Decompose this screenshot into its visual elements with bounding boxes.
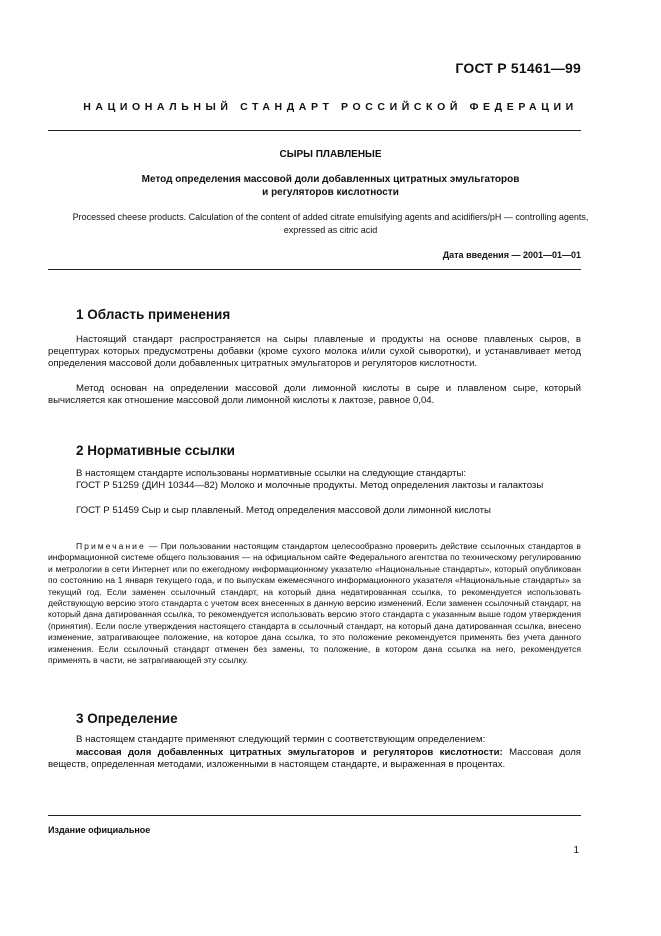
- section-2-paragraph-1: В настоящем стандарте использованы нормативные ссылки на следующие стандарты:: [76, 468, 467, 479]
- section-2-reference-1: ГОСТ Р 51259 (ДИН 10344—82) Молоко и молочные продукты. Метод определения лактозы и галактозы: [76, 480, 544, 491]
- section-1-heading: 1 Область применения: [76, 307, 231, 322]
- section-2-reference-2: ГОСТ Р 51459 Сыр и сыр плавленый. Метод определения массовой доли лимонной кислоты: [76, 505, 491, 516]
- note-text: — При пользовании настоящим стандартом целесообразно проверить действие ссылочных стандартов в информационной системе общего пользования — на официальном сайте Федерального агентства по техническому регулированию и метрологии в сети Интернет или по ежегодному информационному указателю «Национальные стандарты», который опубликован по состоянию на 1 января текущего года, и по выпускам ежемесячного информационного указателя «Национальные стандарты» за текущий год. Если заменен ссылочный стандарт, на который дана недатированная ссылка, то рекомендуется использовать действующую версию этого стандарта с учетом всех внесенных в данную версию изменений. Если заменен ссылочный стандарт, на который дана датированная ссылка, то рекомендуется использовать версию этого стандарта с указанным выше годом утверждения (принятия). Если после утверждения настоящего стандарта в ссылочный стандарт, на который дана датированная ссылка, внесено изменение, затрагивающее положение, на которое дана ссылка, то это положение рекомендуется применять без учета данного изменения. Если ссылочный стандарт отменен без замены, то положение, в котором дана ссылка на него, рекомендуется применять в части, не затрагивающей эту ссылку.: [48, 541, 581, 666]
- section-1-paragraph-1: Настоящий стандарт распространяется на сыры плавленые и продукты на основе плавленых сыров, в рецептурах которых предусмотрены добавки (кроме сухого молока и/или сухой сыворотки), и устанавливает метод определения массовой доли добавленных цитратных эмульгаторов и регуляторов кислотности.: [48, 334, 581, 370]
- section-2-note: [48, 541, 581, 666]
- introduction-date: Дата введения — 2001—01—01: [442, 250, 581, 260]
- page-number: 1: [573, 845, 579, 856]
- standard-title: СЫРЫ ПЛАВЛЕНЫЕ: [279, 149, 382, 160]
- subtitle-line-2: и регуляторов кислотности: [262, 187, 399, 198]
- subtitle-line-1: Метод определения массовой доли добавленных цитратных эмульгаторов: [141, 174, 520, 185]
- section-3-heading: 3 Определение: [76, 711, 178, 726]
- header-rule: [48, 130, 581, 131]
- official-edition-label: Издание официальное: [48, 825, 151, 835]
- section-3-definition: [48, 747, 581, 771]
- standard-subtitle: [90, 173, 571, 199]
- definition-text: Массовая доля веществ, определенная методами, изложенными в настоящем стандарте, и выраженная в процентах.: [48, 747, 581, 771]
- definition-term: массовая доля добавленных цитратных эмульгаторов и регуляторов кислотности:: [76, 747, 503, 758]
- footer-rule: [48, 815, 581, 816]
- national-standard-heading: НАЦИОНАЛЬНЫЙ СТАНДАРТ РОССИЙСКОЙ ФЕДЕРАЦИИ: [83, 101, 578, 113]
- english-title: Processed cheese products. Calculation of the content of added citrate emulsifying agents and acidifiers/pH — controlling agents, expressed as citric acid: [72, 212, 589, 235]
- document-code: ГОСТ Р 51461—99: [455, 60, 581, 76]
- section-3-paragraph-1: В настоящем стандарте применяют следующий термин с соответствующим определением:: [76, 734, 486, 745]
- note-label: Примечание: [76, 541, 146, 551]
- section-2-heading: 2 Нормативные ссылки: [76, 443, 235, 458]
- title-rule: [48, 269, 581, 270]
- section-1-paragraph-2: Метод основан на определении массовой доли лимонной кислоты в сыре и плавленом сыре, который вычисляется как отношение массовой доли лимонной кислоты к лактозе, равное 0,04.: [48, 383, 581, 407]
